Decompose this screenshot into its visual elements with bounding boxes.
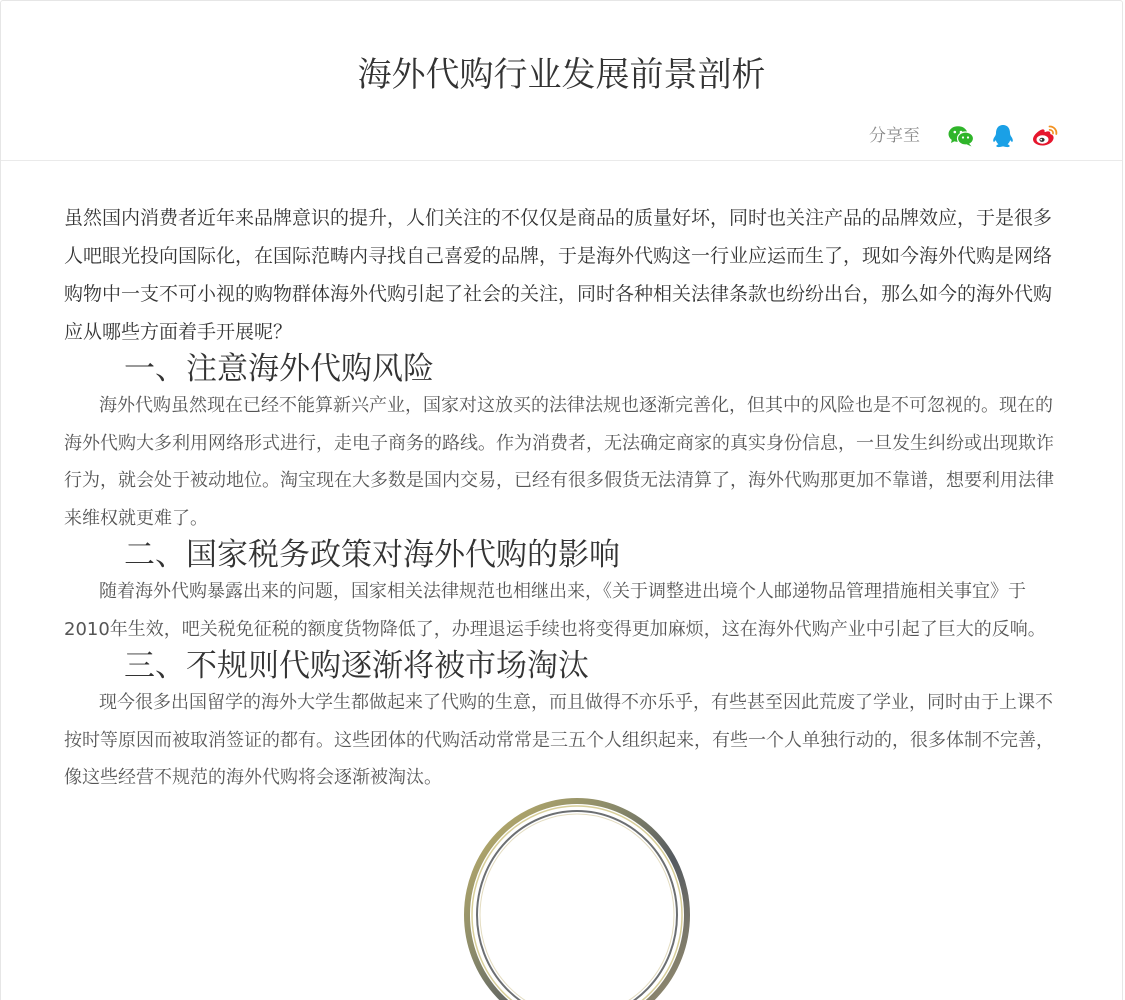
- share-label: 分享至: [869, 126, 920, 146]
- article-title: 海外代购行业发展前景剖析: [357, 55, 766, 95]
- qq-icon[interactable]: [988, 121, 1018, 151]
- section-heading-1: 一、注意海外代购风险: [124, 351, 434, 387]
- bracelet-image: [463, 797, 695, 1000]
- article-body: [64, 199, 1064, 797]
- section-paragraph-2: 随着海外代购暴露出来的问题，国家相关法律规范也相继出来，《关于调整进出境个人邮递物品管理措施相关事宜》于2010年生效，吧关税免征税的额度货物降低了，办理退运手续也将变得更加麻烦，这在海外代购产业中引起了巨大的反响。: [64, 581, 1046, 640]
- section-heading-3: 三、不规则代购逐渐将被市场淘汰: [124, 648, 589, 684]
- section-heading-2: 二、国家税务政策对海外代购的影响: [124, 537, 620, 573]
- article-header: [1, 1, 1122, 161]
- weibo-icon[interactable]: [1030, 121, 1060, 151]
- section-paragraph-3: 现今很多出国留学的海外大学生都做起来了代购的生意，而且做得不亦乐乎，有些甚至因此荒废了学业，同时由于上课不按时等原因而被取消签证的都有。这些团体的代购活动常常是三五个人组织起来，有些一个人单独行动的，很多体制不完善，像这些经营不规范的海外代购将会逐渐被淘汰。: [64, 692, 1054, 788]
- section-paragraph-1: 海外代购虽然现在已经不能算新兴产业，国家对这放买的法律法规也逐渐完善化，但其中的风险也是不可忽视的。现在的海外代购大多利用网络形式进行，走电子商务的路线。作为消费者，无法确定商家的真实身份信息，一旦发生纠纷或出现欺诈行为，就会处于被动地位。淘宝现在大多数是国内交易，已经有很多假货无法清算了，海外代购那更加不靠谱，想要利用法律来维权就更难了。: [64, 395, 1054, 529]
- intro-paragraph: 虽然国内消费者近年来品牌意识的提升，人们关注的不仅仅是商品的质量好坏，同时也关注产品的品牌效应，于是很多人吧眼光投向国际化，在国际范畴内寻找自己喜爱的品牌，于是海外代购这一行业应运而生了，现如今海外代购是网络购物中一支不可小视的购物群体海外代购引起了社会的关注，同时各种相关法律条款也纷纷出台，那么如今的海外代购应从哪些方面着手开展呢？: [64, 207, 1053, 343]
- share-bar: [869, 121, 1060, 151]
- wechat-icon[interactable]: [946, 121, 976, 151]
